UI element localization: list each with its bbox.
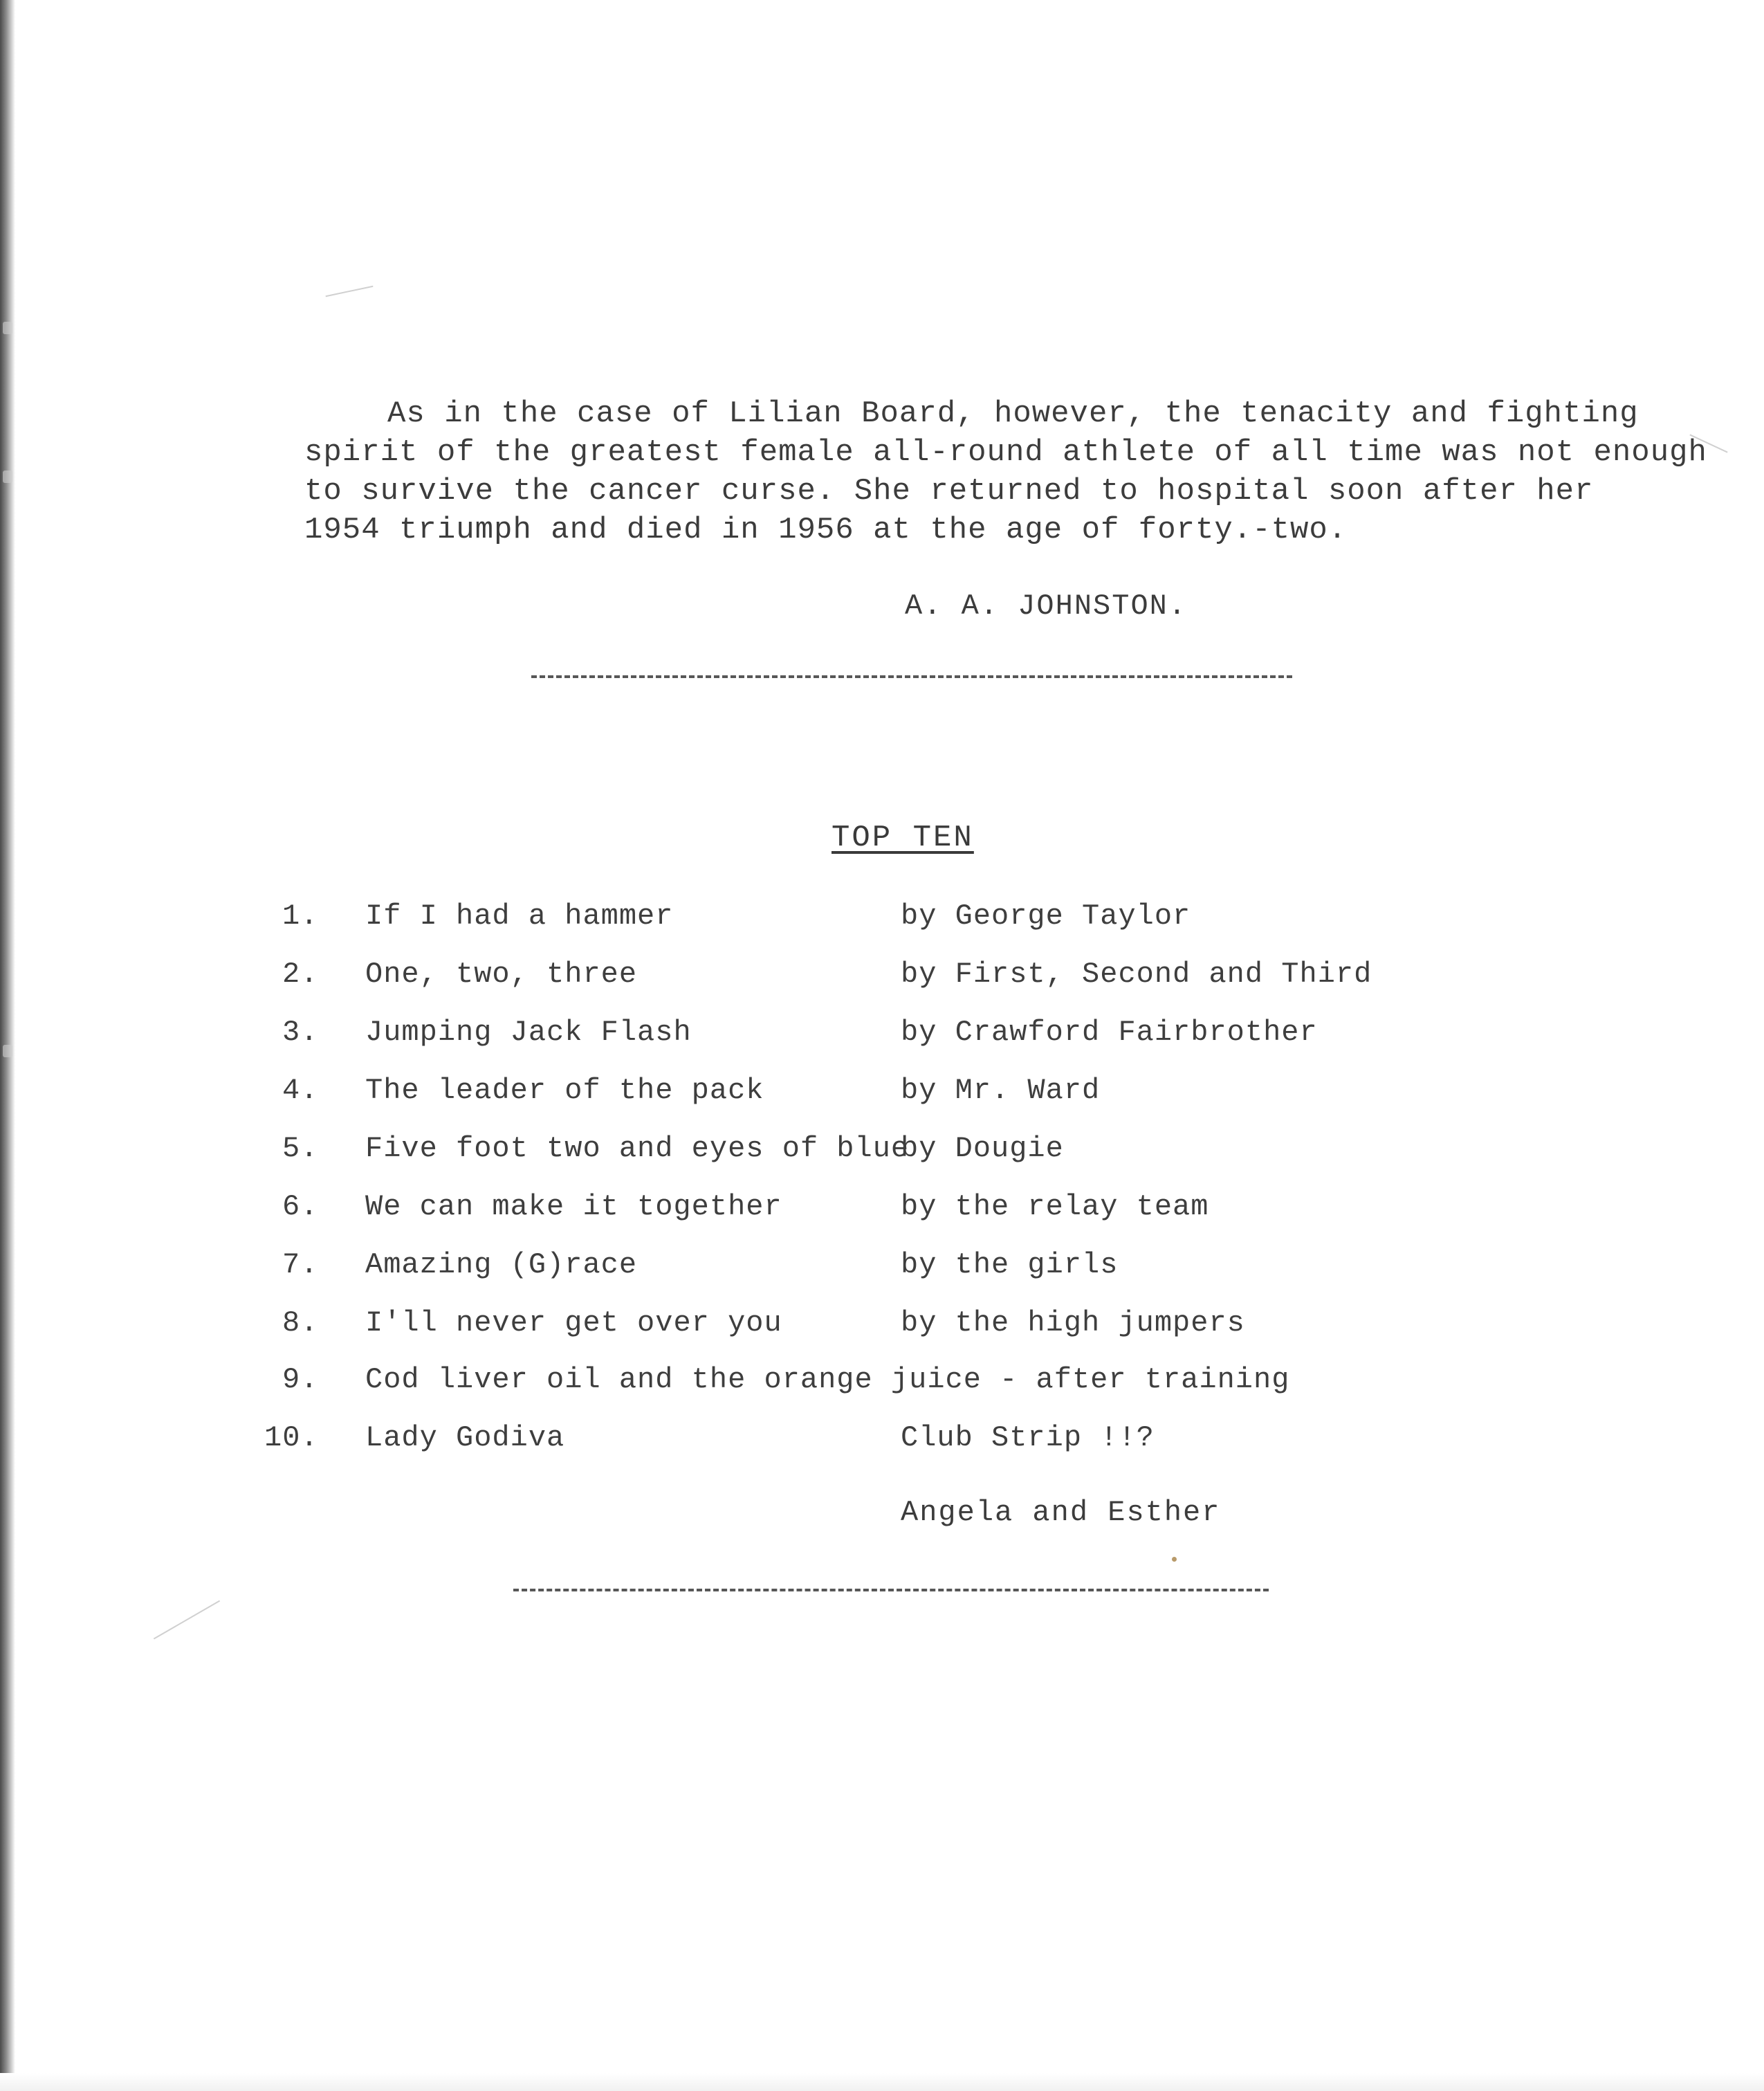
bleed-through-mark xyxy=(3,322,12,334)
bleed-through-mark xyxy=(3,471,12,483)
paper-speck xyxy=(1172,1557,1177,1562)
page-bottom-edge xyxy=(0,2073,1764,2091)
bleed-through-mark xyxy=(3,1045,12,1057)
entry-number: 4. xyxy=(282,1074,319,1107)
entry-number: 8. xyxy=(282,1306,319,1340)
article-line: to survive the cancer curse. She returned to hospital soon after her xyxy=(304,474,1594,509)
top-ten-title: TOP TEN xyxy=(832,821,974,855)
stray-mark xyxy=(154,1600,220,1640)
entry-number: 1. xyxy=(282,900,319,933)
entry-title: One, two, three xyxy=(365,958,638,991)
entry-credit: by George Taylor xyxy=(901,900,1191,933)
entry-credit: by Mr. Ward xyxy=(901,1074,1101,1107)
article-line: As in the case of Lilian Board, however, the tenacity and fighting xyxy=(387,396,1639,431)
article-line: spirit of the greatest female all-round athlete of all time was not enough xyxy=(304,435,1707,470)
entry-title: We can make it together xyxy=(365,1190,782,1223)
section-divider-bottom xyxy=(513,1589,1269,1591)
entry-number: 6. xyxy=(282,1190,319,1223)
entry-title: Five foot two and eyes of blue xyxy=(365,1132,910,1165)
entry-title: Cod liver oil and the orange juice - after training xyxy=(365,1363,1290,1396)
entry-title: Jumping Jack Flash xyxy=(365,1016,692,1049)
entry-number: 10. xyxy=(264,1421,319,1454)
entry-credit: Club Strip !!? xyxy=(901,1421,1155,1454)
article-line: 1954 triumph and died in 1956 at the age of forty.-two. xyxy=(304,513,1348,547)
entry-number: 7. xyxy=(282,1248,319,1281)
entry-title: I'll never get over you xyxy=(365,1306,782,1340)
article-author: A. A. JOHNSTON. xyxy=(905,590,1188,623)
entry-title: Lady Godiva xyxy=(365,1421,565,1454)
section-divider xyxy=(531,675,1292,678)
top-ten-authors: Angela and Esther xyxy=(901,1496,1221,1529)
stray-mark xyxy=(326,286,374,298)
entry-credit: by the high jumpers xyxy=(901,1306,1245,1340)
entry-credit: by Crawford Fairbrother xyxy=(901,1016,1318,1049)
entry-number: 5. xyxy=(282,1132,319,1165)
entry-title: Amazing (G)race xyxy=(365,1248,638,1281)
entry-title: If I had a hammer xyxy=(365,900,674,933)
entry-number: 2. xyxy=(282,958,319,991)
entry-number: 9. xyxy=(282,1363,319,1396)
entry-credit: by Dougie xyxy=(901,1132,1064,1165)
entry-credit: by the relay team xyxy=(901,1190,1209,1223)
entry-credit: by the girls xyxy=(901,1248,1119,1281)
entry-credit: by First, Second and Third xyxy=(901,958,1372,991)
entry-number: 3. xyxy=(282,1016,319,1049)
entry-title: The leader of the pack xyxy=(365,1074,764,1107)
